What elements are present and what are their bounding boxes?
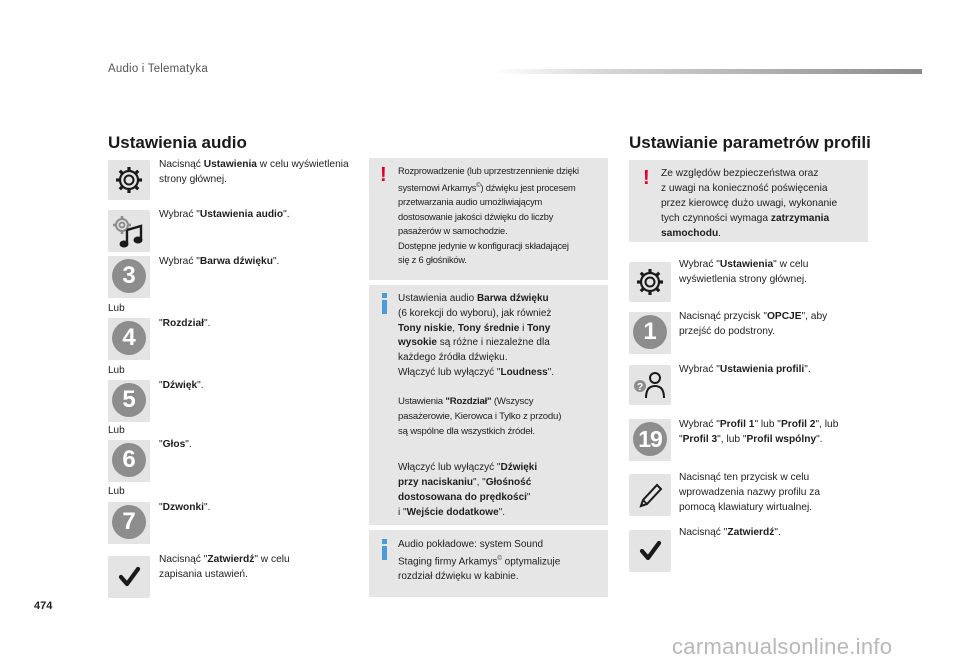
audio-settings-icon-box	[108, 210, 150, 252]
info-note-text-1: Ustawienia audio Barwa dźwięku (6 korekcji do wyboru), jak również Tony niskie, Tony średnie i Tony wysokie są różne i niezależne dla każdego źródła dźwięku. Włączyć lub wyłączyć "Loudness".	[398, 293, 555, 378]
left-step-3-text: Wybrać "Barwa dźwięku".	[159, 256, 280, 267]
right-step-5-text: Nacisnąć ten przycisk w celu wprowadzenia nazwy profilu za pomocą klawiatury wirtualnej.	[679, 472, 820, 513]
confirm-icon-box	[629, 530, 671, 572]
step-4-badge-box	[108, 318, 150, 360]
left-step-2-text: Wybrać "Ustawienia audio".	[159, 209, 290, 220]
left-step-1-text: Nacisnąć Ustawienia w celu wyświetlenia strony głównej.	[159, 159, 349, 185]
info-note-text-4: Audio pokładowe: system Sound Staging firmy Arkamys© optymalizuje rozdział dźwięku w kabinie.	[398, 539, 561, 583]
info-note-text-2: Ustawienia "Rozdział" (Wszyscy pasażerowie, Kierowca i Tylko z przodu) są wspólne dla wszystkich źródeł.	[398, 396, 562, 437]
step-7-badge-box	[108, 502, 150, 544]
step-3-badge: 3	[112, 259, 146, 293]
info-icon	[382, 293, 387, 314]
step-6-badge: 6	[112, 443, 146, 477]
or-label-1: Lub	[108, 303, 125, 314]
music-note-gear-icon	[108, 210, 150, 252]
or-label-2: Lub	[108, 365, 125, 376]
left-step-confirm-text: Nacisnąć "Zatwierdź" w celu zapisania ustawień.	[159, 554, 290, 580]
or-label-4: Lub	[108, 486, 125, 497]
left-section-title: Ustawienia audio	[108, 133, 247, 152]
step-3-badge-box	[108, 256, 150, 298]
right-section-title: Ustawianie parametrów profili	[629, 133, 871, 152]
profile-person-icon	[629, 365, 671, 405]
left-step-4-text: "Rozdział".	[159, 318, 211, 329]
gear-icon	[629, 262, 671, 302]
right-step-3-text: Wybrać "Ustawienia profili".	[679, 364, 811, 375]
exclamation-icon: !	[380, 164, 387, 186]
step-1-badge: 1	[633, 315, 667, 349]
checkmark-icon	[629, 530, 671, 572]
page-number: 474	[34, 600, 53, 612]
info-note-text-3: Włączyć lub wyłączyć "Dźwięki przy naciskaniu", "Głośność dostosowana do prędkości" i "Wejście dodatkowe".	[398, 462, 538, 518]
confirm-icon-box	[108, 556, 150, 598]
right-step-6-text: Nacisnąć "Zatwierdź".	[679, 527, 781, 538]
step-5-badge-box	[108, 380, 150, 422]
svg-text:?: ?	[636, 382, 644, 393]
step-19-badge: 19	[633, 422, 667, 456]
left-step-5-text: "Dźwięk".	[159, 380, 204, 391]
or-label-3: Lub	[108, 425, 125, 436]
right-step-2-text: Nacisnąć przycisk "OPCJE", aby przejść do podstrony.	[679, 311, 828, 337]
safety-warning-text: Ze względów bezpieczeństwa oraz z uwagi na konieczność poświęcenia przez kierowcę dużo uwagi, wykonanie tych czynności wymaga zatrzymania samochodu.	[661, 168, 838, 239]
step-6-badge-box	[108, 440, 150, 482]
step-7-badge: 7	[112, 505, 146, 539]
watermark: carmanualsonline.info	[672, 634, 893, 659]
info-icon	[382, 539, 387, 560]
step-4-badge: 4	[112, 321, 146, 355]
exclamation-icon: !	[643, 167, 650, 189]
left-step-7-text: "Dzwonki".	[159, 502, 211, 513]
edit-icon-box	[629, 474, 671, 516]
right-step-1-text: Wybrać "Ustawienia" w celu wyświetlenia strony głównej.	[679, 259, 809, 285]
step-1-badge-box	[629, 312, 671, 354]
settings-icon-box	[108, 160, 150, 200]
left-step-6-text: "Głos".	[159, 439, 192, 450]
running-header: Audio i Telematyka	[108, 63, 208, 75]
gear-icon	[108, 160, 150, 200]
step-5-badge: 5	[112, 383, 146, 417]
right-step-4-text: Wybrać "Profil 1" lub "Profil 2", lub "Profil 3", lub "Profil wspólny".	[679, 419, 839, 445]
checkmark-icon	[108, 556, 150, 598]
settings-icon-box	[629, 262, 671, 302]
pencil-icon	[629, 474, 671, 516]
step-19-badge-box	[629, 419, 671, 461]
profiles-icon-box	[629, 365, 671, 405]
header-rule	[492, 69, 922, 74]
warning-note-text: Rozprowadzenie (lub uprzestrzennienie dzięki systemowi Arkamys©) dźwięku jest procesem przetwarzania audio umożliwiającym dostosowanie jakości dźwięku do liczby pasażerów w samochodzie. Dostępne jedynie w konfiguracji składającej się z 6 głośników.	[398, 166, 579, 266]
